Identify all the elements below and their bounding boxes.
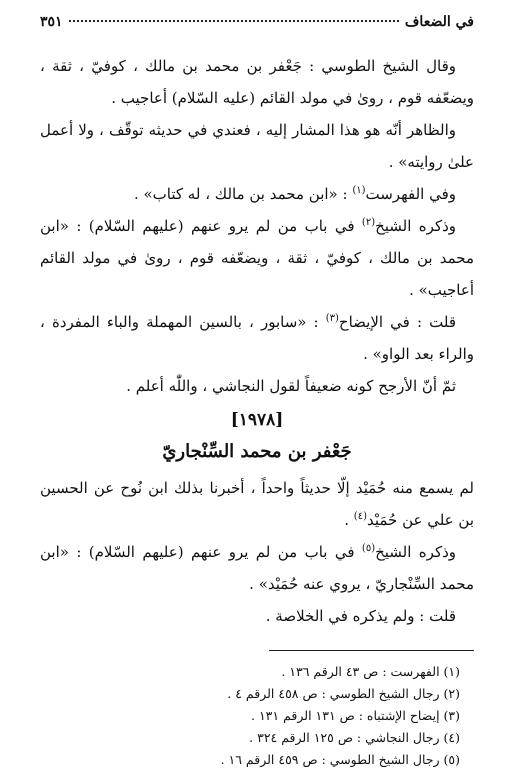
paragraph-fihrist [40, 178, 474, 210]
footnote-separator [269, 650, 474, 651]
running-title: في الضعاف [404, 14, 474, 30]
paragraph-conclusion: ثمّ أنّ الأرجح كونه ضعيفاً لقول النجاشي ، واللّٰه أعلم . [126, 377, 456, 395]
paragraph-idah [40, 306, 474, 370]
entry-number: [١٩٧٨] [230, 410, 284, 430]
footnote-ref-4[interactable]: (٤) [353, 511, 367, 522]
page-number: ٣٥١ [40, 14, 63, 30]
paragraph-opinion: والظاهر أنّه هو هذا المشار إليه ، فعندي في حديثه توقّف ، ولا أعمل علىٰ روايته» . [40, 121, 474, 171]
paragraph-entry-1 [40, 472, 474, 536]
text-span: : «سابور ، بالسين المهملة والباء المفردة ، والراء بعد الواو» . [40, 313, 474, 363]
main-text [40, 50, 474, 632]
entry-title: جَعْفر بن محمد السِّنْجاريّ [162, 441, 352, 462]
footnote-item: (٣) إيضاح الإشتباه : ص ١٣١ الرقم ١٣١ . [250, 708, 460, 723]
text-span: وفي الفهرست [365, 185, 456, 203]
paragraph-rijal [40, 210, 474, 306]
text-span: وذكره الشيخ [375, 543, 457, 561]
footnote-ref-5[interactable]: (٥) [361, 543, 376, 554]
footnote-item: (١) الفهرست : ص ٤٣ الرقم ١٣٦ . [281, 664, 460, 679]
running-header [40, 14, 474, 36]
paragraph-tusi-quote: وقال الشيخ الطوسي : جَعْفر بن محمد بن مالك ، كوفيّ ، ثقة ، ويضعّفه قوم ، رویٰ في مولد القائم (عليه السّلام) أعاجيب . [40, 57, 474, 107]
footnotes [40, 661, 474, 771]
footnote-item: (٢) رجال الشيخ الطوسي : ص ٤٥٨ الرقم ٤ . [227, 686, 460, 701]
footnote-item: (٤) رجال النجاشي : ص ١٢٥ الرقم ٣٢٤ . [249, 730, 460, 745]
footnote-item: (٥) رجال الشيخ الطوسي : ص ٤٥٩ الرقم ١٦ . [220, 752, 460, 767]
footnote-ref-2[interactable]: (٢) [361, 217, 376, 228]
footnote-ref-1[interactable]: (١) [352, 185, 366, 196]
text-span: في باب من لم يرو عنهم (عليهم السّلام) : «ابن محمد بن مالك ، كوفيّ ، ثقة ، ويضعّفه قوم ، رویٰ في مولد القائم أعاجيب» . [40, 217, 474, 299]
text-span: لم يسمع منه حُمَيْد إلّا حديثاً واحداً ، أخبرنا بذلك ابن نُوح عن الحسين بن علي عن حُمَيْد [40, 479, 474, 529]
header-leader-dots [69, 20, 399, 22]
text-span: : «ابن محمد بن مالك ، له كتاب» . [133, 185, 353, 203]
text-span: وذكره الشيخ [375, 217, 457, 235]
footnote-ref-3[interactable]: (٣) [325, 313, 339, 324]
paragraph-entry-3: قلت : ولم يذكره في الخلاصة . [265, 607, 456, 625]
text-span: قلت : في الإيضاح [338, 313, 456, 331]
text-span: في باب من لم يرو عنهم (عليهم السّلام) : «ابن محمد السِّنْجاريّ ، يروي عنه حُمَيْد» . [40, 543, 474, 593]
paragraph-entry-2 [40, 536, 474, 600]
text-span: . [344, 511, 354, 529]
